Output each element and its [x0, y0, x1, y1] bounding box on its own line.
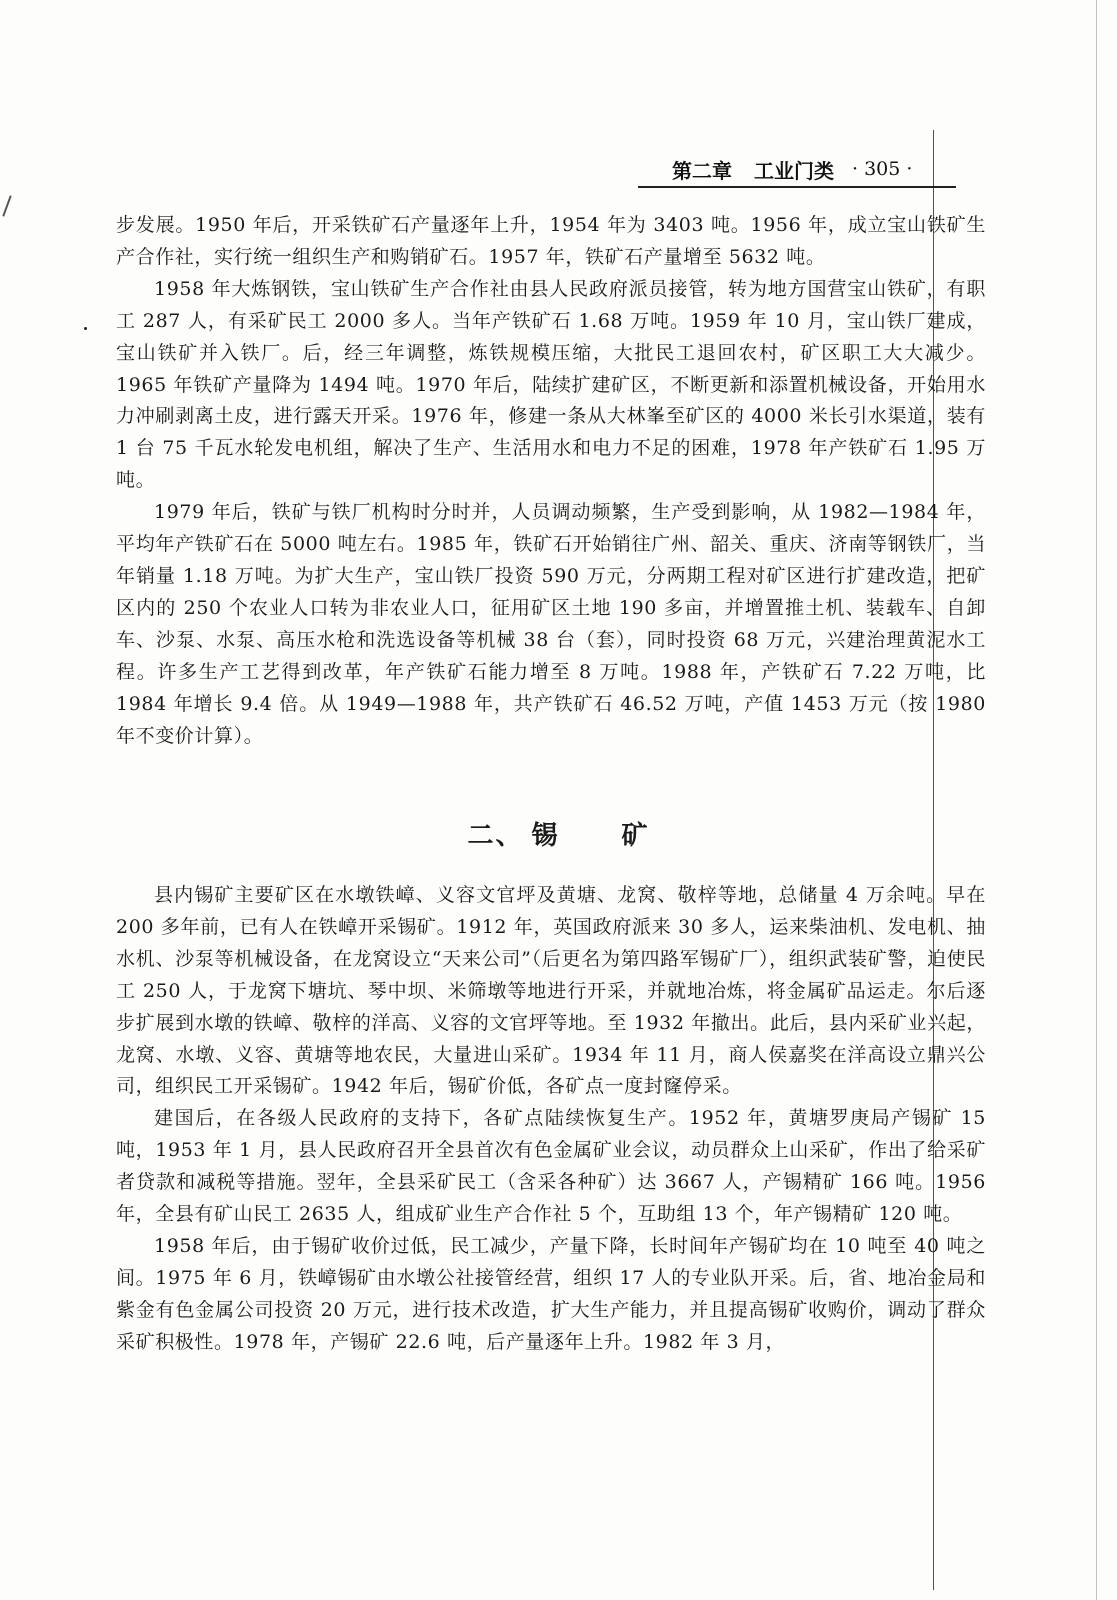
running-head	[672, 155, 912, 183]
paragraph: 1958 年后，由于锡矿收价过低，民工减少，产量下降，长时间年产锡矿均在 10 吨至 40 吨之间。1975 年 6 月，铁嶂锡矿由水墩公社接管经营，组织 17 人的专业队开采。后，省、地冶金局和紫金有色金属公司投资 20 万元，进行技术改造，扩大生产能力，并且提高锡矿收购价，调动了群众采矿积极性。1978 年，产锡矿 22.6 吨，后产量逐年上升。1982 年 3 月，	[116, 1234, 986, 1353]
section-title-char-2: 矿	[621, 821, 650, 851]
paragraph: 1979 年后，铁矿与铁厂机构时分时并，人员调动频繁，生产受到影响，从 1982—1984 年，平均年产铁矿石在 5000 吨左右。1985 年，铁矿石开始销往广州、韶关、重庆、济南等钢铁厂，当年销量 1.18 万吨。为扩大生产，宝山铁厂投资 590 万元，分两期工程对矿区进行扩建改造，把矿区内的 250 个农业人口转为非农业人口，征用矿区土地 190 多亩，并增置推土机、装载车、自卸车、沙泵、水泵、高压水枪和洗选设备等机械 38 台（套），同时投资 68 万元，兴建治理黄泥水工程。许多生产工艺得到改革，年产铁矿石能力增至 8 万吨。1988 年，产铁矿石 7.22 万吨，比 1984 年增长 9.4 倍。从 1949—1988 年，共产铁矿石 46.52 万吨，产值 1453 万元（按 1980 年不变价计算）。	[116, 501, 986, 747]
section-heading-tin-ore	[0, 815, 1117, 852]
paragraph: 建国后，在各级人民政府的支持下，各矿点陆续恢复生产。1952 年，黄塘罗庚局产锡矿 15 吨，1953 年 1 月，县人民政府召开全县首次有色金属矿业会议，动员群众上山采矿，作出了给采矿者贷款和减税等措施。翌年，全县采矿民工（含采各种矿）达 3667 人，产锡精矿 166 吨。1956 年，全县有矿山民工 2635 人，组成矿业生产合作社 5 个，互助组 13 个，年产锡精矿 120 吨。	[116, 1107, 986, 1226]
paragraph: 步发展。1950 年后，开采铁矿石产量逐年上升，1954 年为 3403 吨。1956 年，成立宝山铁矿生产合作社，实行统一组织生产和购销矿石。1957 年，铁矿石产量增至 5632 吨。	[116, 214, 986, 268]
scan-margin-mark	[2, 195, 11, 216]
section-label: 工业门类	[754, 158, 834, 183]
paragraph: 1958 年大炼钢铁，宝山铁矿生产合作社由县人民政府派员接管，转为地方国营宝山铁矿，有职工 287 人，有采矿民工 2000 多人。当年产铁矿石 1.68 万吨。1959 年 10 月，宝山铁厂建成，宝山铁矿并入铁厂。后，经三年调整，炼铁规模压缩，大批民工退回农村，矿区职工大大减少。1965 年铁矿产量降为 1494 吨。1970 年后，陆续扩建矿区，不断更新和添置机械设备，开始用水力冲刷剥离土皮，进行露天开采。1976 年，修建一条从大林峯至矿区的 4000 米长引水渠道，装有 1 台 75 千瓦水轮发电机组，解决了生产、生活用水和电力不足的困难，1978 年产铁矿石 1.95 万吨。	[116, 277, 986, 492]
scan-edge-line	[1096, 0, 1097, 1600]
page-number: · 305 ·	[852, 158, 913, 180]
header-rule	[638, 186, 956, 188]
section-number: 二、	[467, 821, 524, 851]
section-title-char-1: 锡	[531, 821, 560, 851]
chapter-label: 第二章	[672, 158, 732, 183]
tin-ore-text	[116, 880, 986, 1359]
scan-dust-dot	[84, 327, 87, 330]
paragraph: 县内锡矿主要矿区在水墩铁嶂、义容文官坪及黄塘、龙窝、敬梓等地，总储量 4 万余吨。早在 200 多年前，已有人在铁嶂开采锡矿。1912 年，英国政府派来 30 多人，运来柴油机、发电机、抽水机、沙泵等机械设备，在龙窝设立“天来公司”（后更名为第四路军锡矿厂），组织武装矿警，迫使民工 250 人，于龙窝下塘坑、琴中坝、米筛墩等地进行开采，并就地冶炼，将金属矿品运走。尔后逐步扩展到水墩的铁嶂、敬梓的洋高、义容的文官坪等地。至 1932 年撤出。此后，县内采矿业兴起，龙窝、水墩、义容、黄塘等地农民，大量进山采矿。1934 年 11 月，商人侯嘉奖在洋高设立鼎兴公司，组织民工开采锡矿。1942 年后，锡矿价低，各矿点一度封窿停采。	[116, 884, 986, 1098]
iron-ore-text	[116, 210, 986, 752]
